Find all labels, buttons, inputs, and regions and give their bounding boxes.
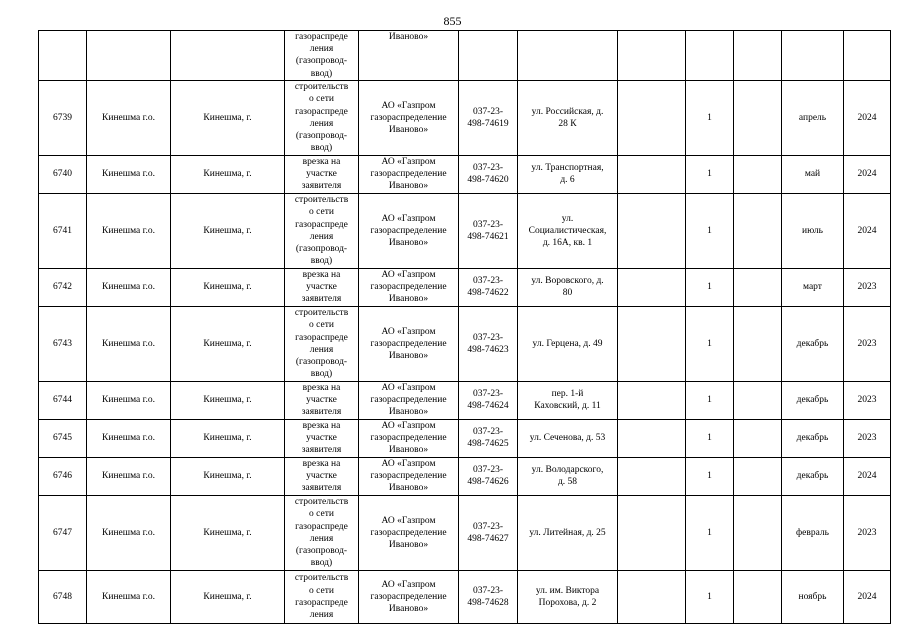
cell-empty-1	[618, 193, 686, 268]
cell-empty-2	[734, 193, 782, 268]
table-row	[39, 570, 891, 623]
cell-empty-2	[734, 457, 782, 495]
cell-month: ноябрь	[782, 570, 844, 623]
cell-code	[459, 31, 518, 81]
cell-year: 2024	[844, 457, 891, 495]
cell-district: Кинешма г.о.	[87, 381, 171, 419]
cell-organization: АО «Газпром газораспределение Иваново»	[359, 419, 459, 457]
cell-empty-2	[734, 306, 782, 381]
cell-organization: АО «Газпром газораспределение Иваново»	[359, 570, 459, 623]
cell-num: 6740	[39, 155, 87, 193]
cell-code: 037-23- 498-74620	[459, 155, 518, 193]
cell-address: ул. им. Виктора Порохова, д. 2	[518, 570, 618, 623]
cell-num: 6742	[39, 268, 87, 306]
cell-type-of-work: строительств о сети газораспреде ления (газопровод- ввод)	[285, 80, 359, 155]
table-row	[39, 155, 891, 193]
cell-district: Кинешма г.о.	[87, 570, 171, 623]
cell-year: 2023	[844, 419, 891, 457]
cell-empty-2	[734, 80, 782, 155]
cell-district: Кинешма г.о.	[87, 457, 171, 495]
table-row	[39, 495, 891, 570]
cell-num: 6743	[39, 306, 87, 381]
cell-num: 6739	[39, 80, 87, 155]
cell-month	[782, 31, 844, 81]
cell-locality: Кинешма, г.	[171, 419, 285, 457]
cell-count: 1	[686, 193, 734, 268]
cell-num: 6745	[39, 419, 87, 457]
cell-district: Кинешма г.о.	[87, 155, 171, 193]
cell-code: 037-23- 498-74627	[459, 495, 518, 570]
cell-address: ул. Сеченова, д. 53	[518, 419, 618, 457]
cell-type-of-work: газораспреде ления (газопровод- ввод)	[285, 31, 359, 81]
cell-empty-1	[618, 31, 686, 81]
cell-organization: АО «Газпром газораспределение Иваново»	[359, 495, 459, 570]
page-number: 855	[443, 14, 462, 28]
cell-year: 2023	[844, 268, 891, 306]
cell-locality	[171, 31, 285, 81]
cell-empty-1	[618, 268, 686, 306]
cell-type-of-work: строительств о сети газораспреде ления	[285, 570, 359, 623]
cell-month: июль	[782, 193, 844, 268]
cell-num: 6746	[39, 457, 87, 495]
cell-empty-2	[734, 419, 782, 457]
cell-count: 1	[686, 419, 734, 457]
cell-locality: Кинешма, г.	[171, 457, 285, 495]
cell-address: ул. Социалистическая, д. 16А, кв. 1	[518, 193, 618, 268]
cell-month: март	[782, 268, 844, 306]
table-row	[39, 268, 891, 306]
cell-code: 037-23- 498-74626	[459, 457, 518, 495]
cell-code: 037-23- 498-74619	[459, 80, 518, 155]
cell-count: 1	[686, 457, 734, 495]
cell-district	[87, 31, 171, 81]
table-row	[39, 193, 891, 268]
cell-count: 1	[686, 306, 734, 381]
cell-type-of-work: врезка на участке заявителя	[285, 457, 359, 495]
cell-locality: Кинешма, г.	[171, 570, 285, 623]
cell-year: 2024	[844, 80, 891, 155]
cell-year: 2023	[844, 306, 891, 381]
cell-empty-1	[618, 457, 686, 495]
cell-organization: АО «Газпром газораспределение Иваново»	[359, 268, 459, 306]
cell-num: 6741	[39, 193, 87, 268]
cell-locality: Кинешма, г.	[171, 80, 285, 155]
cell-organization: АО «Газпром газораспределение Иваново»	[359, 80, 459, 155]
cell-address: ул. Литейная, д. 25	[518, 495, 618, 570]
cell-month: декабрь	[782, 306, 844, 381]
cell-count: 1	[686, 268, 734, 306]
cell-month: февраль	[782, 495, 844, 570]
cell-locality: Кинешма, г.	[171, 268, 285, 306]
cell-empty-1	[618, 306, 686, 381]
cell-address: ул. Герцена, д. 49	[518, 306, 618, 381]
cell-year	[844, 31, 891, 81]
cell-code: 037-23- 498-74622	[459, 268, 518, 306]
cell-count: 1	[686, 381, 734, 419]
cell-empty-1	[618, 495, 686, 570]
cell-empty-1	[618, 381, 686, 419]
cell-code: 037-23- 498-74625	[459, 419, 518, 457]
cell-count	[686, 31, 734, 81]
cell-address: ул. Воровского, д. 80	[518, 268, 618, 306]
cell-year: 2023	[844, 381, 891, 419]
cell-locality: Кинешма, г.	[171, 495, 285, 570]
cell-empty-2	[734, 495, 782, 570]
cell-count: 1	[686, 570, 734, 623]
cell-type-of-work: врезка на участке заявителя	[285, 268, 359, 306]
cell-empty-1	[618, 570, 686, 623]
table-row	[39, 457, 891, 495]
cell-locality: Кинешма, г.	[171, 155, 285, 193]
cell-address	[518, 31, 618, 81]
cell-empty-1	[618, 155, 686, 193]
cell-organization: АО «Газпром газораспределение Иваново»	[359, 457, 459, 495]
cell-type-of-work: врезка на участке заявителя	[285, 419, 359, 457]
cell-type-of-work: врезка на участке заявителя	[285, 381, 359, 419]
cell-month: май	[782, 155, 844, 193]
cell-code: 037-23- 498-74621	[459, 193, 518, 268]
cell-year: 2024	[844, 155, 891, 193]
table-row	[39, 306, 891, 381]
cell-month: декабрь	[782, 381, 844, 419]
cell-code: 037-23- 498-74624	[459, 381, 518, 419]
cell-count: 1	[686, 495, 734, 570]
cell-num: 6744	[39, 381, 87, 419]
cell-type-of-work: врезка на участке заявителя	[285, 155, 359, 193]
cell-empty-2	[734, 31, 782, 81]
cell-type-of-work: строительств о сети газораспреде ления (газопровод- ввод)	[285, 495, 359, 570]
table-row	[39, 80, 891, 155]
cell-num	[39, 31, 87, 81]
cell-district: Кинешма г.о.	[87, 193, 171, 268]
cell-address: пер. 1-й Каховский, д. 11	[518, 381, 618, 419]
cell-year: 2024	[844, 570, 891, 623]
table-row	[39, 381, 891, 419]
cell-num: 6748	[39, 570, 87, 623]
table-row	[39, 419, 891, 457]
cell-month: декабрь	[782, 457, 844, 495]
table-row-continued	[39, 31, 891, 81]
cell-locality: Кинешма, г.	[171, 306, 285, 381]
cell-month: декабрь	[782, 419, 844, 457]
cell-empty-2	[734, 155, 782, 193]
cell-address: ул. Российская, д. 28 К	[518, 80, 618, 155]
registry-table	[38, 30, 891, 624]
cell-organization: АО «Газпром газораспределение Иваново»	[359, 193, 459, 268]
cell-address: ул. Транспортная, д. 6	[518, 155, 618, 193]
cell-year: 2024	[844, 193, 891, 268]
cell-organization: АО «Газпром газораспределение Иваново»	[359, 306, 459, 381]
cell-empty-2	[734, 570, 782, 623]
cell-empty-2	[734, 268, 782, 306]
cell-district: Кинешма г.о.	[87, 306, 171, 381]
cell-organization: Иваново»	[359, 31, 459, 81]
cell-district: Кинешма г.о.	[87, 419, 171, 457]
cell-empty-1	[618, 80, 686, 155]
cell-address: ул. Володарского, д. 58	[518, 457, 618, 495]
cell-month: апрель	[782, 80, 844, 155]
cell-count: 1	[686, 80, 734, 155]
cell-empty-1	[618, 419, 686, 457]
cell-empty-2	[734, 381, 782, 419]
cell-type-of-work: строительств о сети газораспреде ления (газопровод- ввод)	[285, 306, 359, 381]
cell-organization: АО «Газпром газораспределение Иваново»	[359, 155, 459, 193]
cell-district: Кинешма г.о.	[87, 268, 171, 306]
cell-locality: Кинешма, г.	[171, 381, 285, 419]
cell-num: 6747	[39, 495, 87, 570]
cell-organization: АО «Газпром газораспределение Иваново»	[359, 381, 459, 419]
cell-code: 037-23- 498-74628	[459, 570, 518, 623]
cell-year: 2023	[844, 495, 891, 570]
cell-count: 1	[686, 155, 734, 193]
cell-type-of-work: строительств о сети газораспреде ления (газопровод- ввод)	[285, 193, 359, 268]
cell-code: 037-23- 498-74623	[459, 306, 518, 381]
cell-district: Кинешма г.о.	[87, 495, 171, 570]
cell-locality: Кинешма, г.	[171, 193, 285, 268]
cell-district: Кинешма г.о.	[87, 80, 171, 155]
